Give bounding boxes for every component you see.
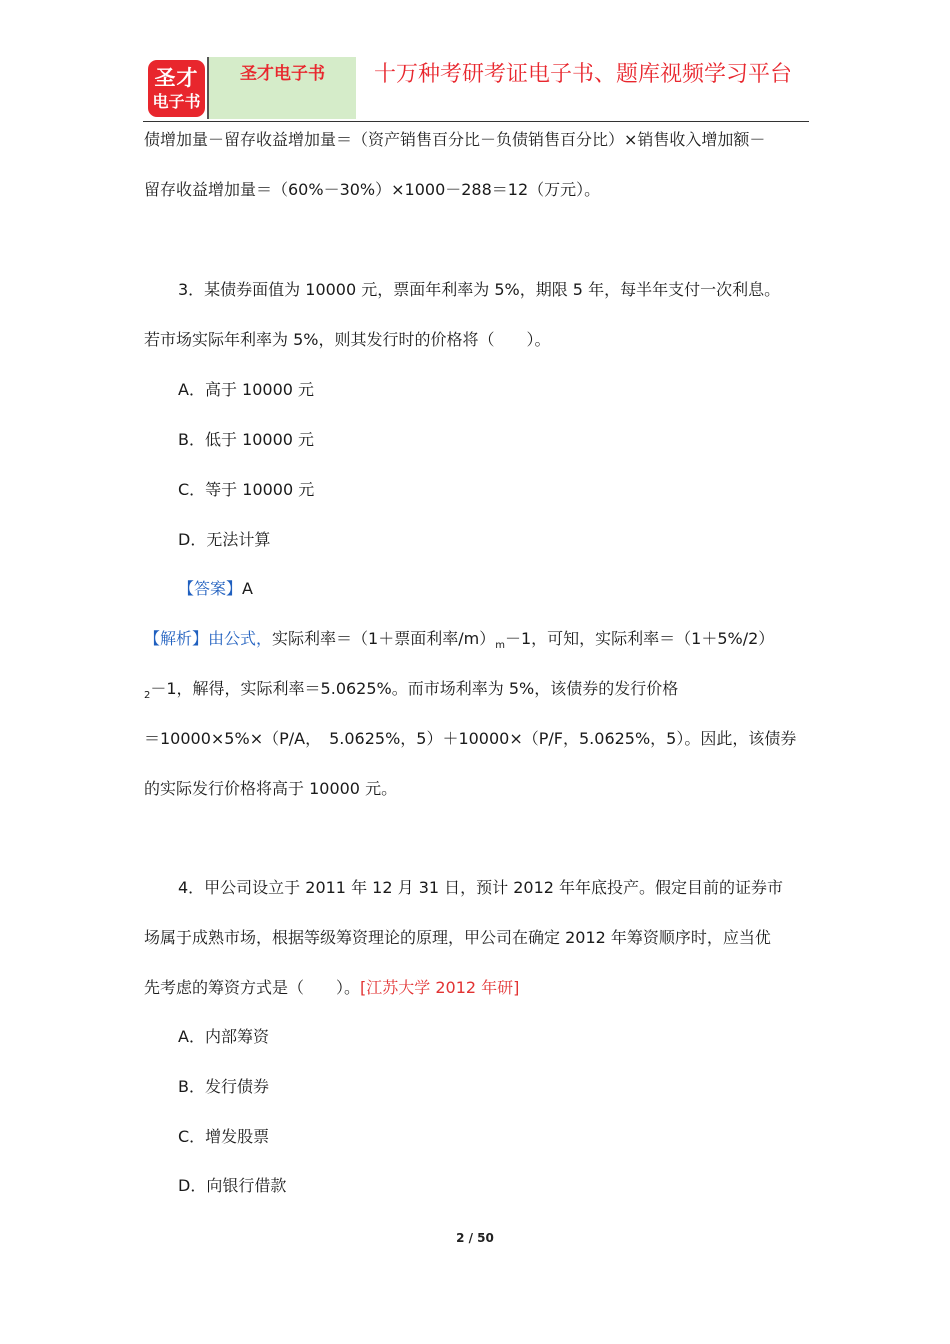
q3-analysis-line-4: 的实际发行价格将高于 10000 元。 bbox=[144, 779, 398, 798]
q3-analysis-line-1 bbox=[144, 627, 812, 651]
q3-answer bbox=[178, 577, 846, 601]
brand-logo bbox=[148, 60, 205, 117]
q3-stem-line-2: 若市场实际年利率为 5%，则其发行时的价格将（ ）。 bbox=[144, 330, 551, 349]
q4-option-b: B．发行债券 bbox=[178, 1077, 269, 1096]
q3-stem-line-1: 3．某债券面值为 10000 元，票面年利率为 5%，期限 5 年，每半年支付一次利息。 bbox=[178, 280, 781, 299]
q3-option-a: A．高于 10000 元 bbox=[178, 380, 315, 399]
q4-option-c: C．增发股票 bbox=[178, 1127, 270, 1146]
analysis-subscript-m: m bbox=[495, 640, 505, 651]
prev-solution-line-2: 留存收益增加量＝（60%－30%）×1000－288＝12（万元）。 bbox=[144, 180, 601, 199]
brand-name-box bbox=[207, 57, 356, 119]
q4-stem-text: 先考虑的筹资方式是（ ）。 bbox=[144, 978, 361, 997]
q4-source: [江苏大学 2012 年研] bbox=[360, 978, 520, 997]
q3-option-b: B．低于 10000 元 bbox=[178, 430, 315, 449]
analysis-intro: 由公式， bbox=[208, 629, 273, 648]
page-number: 2 / 50 bbox=[456, 1231, 494, 1245]
q4-stem-line-3 bbox=[144, 976, 812, 1000]
q4-option-a: A．内部筹资 bbox=[178, 1027, 269, 1046]
analysis-formula-b: －1，可知，实际利率＝（1＋5%/2） bbox=[504, 629, 775, 648]
logo-text-bottom: 电子书 bbox=[152, 92, 201, 111]
q4-stem-line-2: 场属于成熟市场，根据等级筹资理论的原理，甲公司在确定 2012 年筹资顺序时，应当优 bbox=[144, 928, 771, 947]
analysis-text-2: －1，解得，实际利率＝5.0625%。而市场利率为 5%，该债券的发行价格 bbox=[150, 679, 679, 698]
q3-option-d: D．无法计算 bbox=[178, 530, 271, 549]
analysis-label: 【解析】 bbox=[144, 629, 209, 648]
q4-stem-line-1: 4．甲公司设立于 2011 年 12 月 31 日，预计 2012 年年底投产。假定目前的证券市 bbox=[178, 878, 784, 897]
answer-value: A bbox=[242, 579, 253, 598]
analysis-subscript-2: 2 bbox=[144, 690, 151, 701]
q4-option-d: D．向银行借款 bbox=[178, 1176, 287, 1195]
answer-label: 【答案】 bbox=[178, 579, 243, 598]
q3-analysis-line-2 bbox=[144, 677, 812, 701]
header-divider bbox=[143, 121, 809, 122]
q3-option-c: C．等于 10000 元 bbox=[178, 480, 315, 499]
analysis-formula-a: 实际利率＝（1＋票面利率/m） bbox=[272, 629, 496, 648]
logo-text-top: 圣才 bbox=[154, 66, 199, 90]
prev-solution-line-1: 债增加量－留存收益增加量＝（资产销售百分比－负债销售百分比）×销售收入增加额－ bbox=[144, 130, 766, 149]
q3-analysis-line-3: ＝10000×5%×（P/A， 5.0625%，5）＋10000×（P/F，5.0625%，5）。因此，该债券 bbox=[144, 729, 797, 748]
brand-name: 圣才电子书 bbox=[240, 64, 325, 84]
header-slogan: 十万种考研考证电子书、题库视频学习平台 bbox=[374, 62, 793, 87]
page-header bbox=[145, 57, 808, 121]
